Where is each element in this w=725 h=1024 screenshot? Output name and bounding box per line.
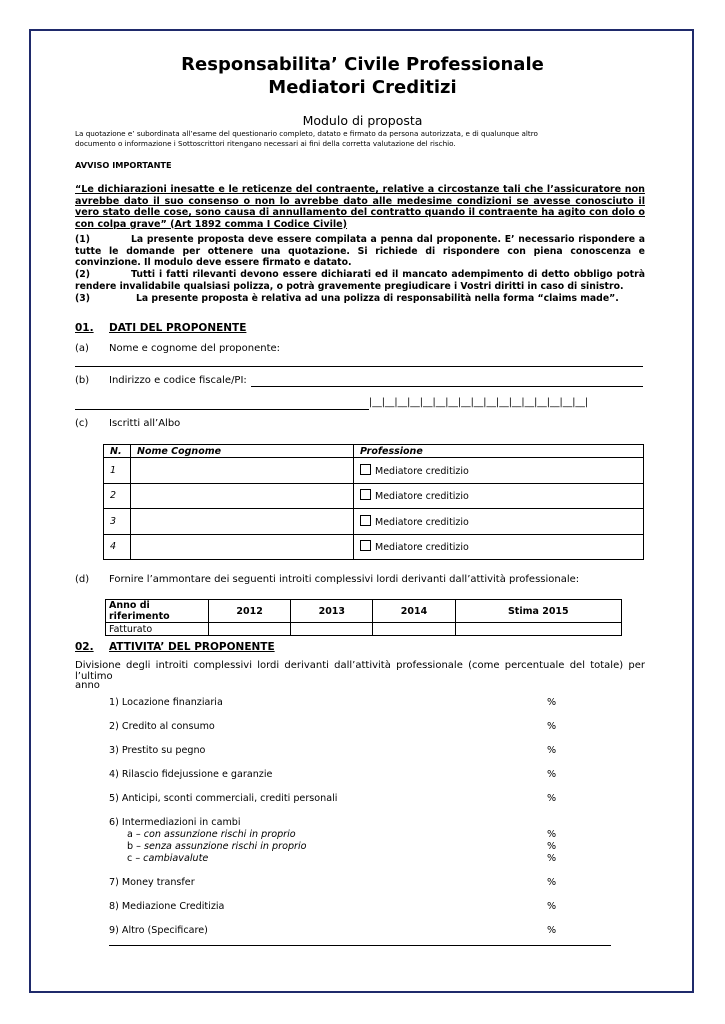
revenue-cell-2013[interactable] (291, 623, 373, 636)
revenue-header-2014: 2014 (373, 600, 455, 623)
revenue-row-label: Fatturato (106, 623, 209, 636)
activity-item-2: 2) Credito al consumo (109, 721, 215, 732)
point-number: (1) (75, 234, 90, 245)
profession-checkbox[interactable] (360, 489, 371, 500)
percent-field-4[interactable]: % (547, 769, 557, 780)
point-text: Tutti i fatti rilevanti devono essere dichiarati ed il mancato adempimento di detto obbligo potrà rendere invalidabile qualsiasi polizza, o potrà gravemente pregiudicare i Vostri diritti in caso di sinistro. (75, 269, 645, 292)
activity-item-6: 6) Intermediazioni in cambi (109, 817, 241, 828)
point-number: (3) (75, 293, 90, 304)
item-c-label: (c) (75, 418, 89, 429)
revenue-cell-2012[interactable] (209, 623, 291, 636)
percent-field-6b[interactable]: % (547, 841, 557, 852)
profession-label: Mediatore creditizio (375, 465, 469, 477)
item-a-label: (a) (75, 343, 89, 354)
albo-name-cell[interactable] (131, 458, 354, 484)
percent-field-8[interactable]: % (547, 901, 557, 912)
profession-checkbox[interactable] (360, 540, 371, 551)
activity-item-6a: a – con assunzione rischi in proprio (127, 829, 296, 840)
revenue-header-2012: 2012 (209, 600, 291, 623)
albo-header-n: N. (104, 445, 131, 458)
revenue-header-2013: 2013 (291, 600, 373, 623)
percent-field-2[interactable]: % (547, 721, 557, 732)
activity-item-7: 7) Money transfer (109, 877, 195, 888)
activity-item-6b: b – senza assunzione rischi in proprio (127, 841, 307, 852)
form-subtitle: Modulo di proposta (302, 113, 423, 128)
percent-field-7[interactable]: % (547, 877, 557, 888)
section2-number: 02. (75, 641, 94, 653)
revenue-row (106, 623, 622, 636)
activity-item-6c: c – cambiavalute (127, 853, 209, 864)
item-c-text: Iscritti all’Albo (109, 418, 181, 429)
albo-row (104, 458, 644, 484)
section1-number: 01. (75, 322, 94, 334)
revenue-header-year: Anno di riferimento (106, 600, 209, 623)
percent-field-5[interactable]: % (547, 793, 557, 804)
albo-profession-cell (354, 458, 644, 484)
albo-table (103, 444, 644, 560)
notice-point-1 (75, 234, 645, 269)
revenue-header-row (106, 600, 622, 623)
address-input-line[interactable] (251, 386, 643, 387)
item-b-text: Indirizzo e codice fiscale/PI: (109, 375, 247, 386)
item-b-label: (b) (75, 375, 90, 386)
profession-label: Mediatore creditizio (375, 542, 469, 554)
form-title-line2: Mediatori Creditizi (268, 77, 457, 98)
activity-item-1: 1) Locazione finanziaria (109, 697, 223, 708)
albo-header-row (104, 445, 644, 458)
other-specify-line[interactable] (109, 945, 611, 946)
activity-item-3: 3) Prestito su pegno (109, 745, 206, 756)
intro-line-1: La quotazione e’ subordinata all’esame del questionario completo, datato e firmato da persona autorizzata, e di qualunque altro (75, 129, 538, 138)
percent-field-1[interactable]: % (547, 697, 557, 708)
profession-checkbox[interactable] (360, 464, 371, 475)
albo-row (104, 509, 644, 535)
albo-profession-cell (354, 483, 644, 509)
section2-intro-line2: anno (75, 680, 100, 691)
percent-field-9[interactable]: % (547, 925, 557, 936)
percent-field-6c[interactable]: % (547, 853, 557, 864)
notice-heading: AVVISO IMPORTANTE (75, 160, 172, 170)
notice-point-3 (75, 293, 645, 305)
item-d-label: (d) (75, 574, 90, 585)
point-number: (2) (75, 269, 90, 280)
item-d-text: Fornire l’ammontare dei seguenti introiti complessivi lordi derivanti dall’attività professionale: (109, 574, 580, 585)
form-title-line1: Responsabilita’ Civile Professionale (181, 54, 544, 75)
point-text: La presente proposta deve essere compilata a penna dal proponente. E’ necessario rispondere a tutte le domande per ottenere una quotazione. Si richiede di rispondere con piena conoscenza e convinzione. Il modulo deve essere firmato e datato. (75, 234, 645, 268)
albo-name-cell[interactable] (131, 534, 354, 560)
albo-row (104, 483, 644, 509)
civil-code-declaration (75, 184, 645, 230)
revenue-table (105, 599, 622, 636)
albo-row-number: 1 (104, 458, 131, 484)
albo-name-cell[interactable] (131, 483, 354, 509)
activity-item-8: 8) Mediazione Creditizia (109, 901, 225, 912)
point-text: La presente proposta è relativa ad una polizza di responsabilità nella forma “claims made”. (136, 293, 619, 304)
albo-profession-cell (354, 534, 644, 560)
percent-field-3[interactable]: % (547, 745, 557, 756)
activity-item-4: 4) Rilascio fidejussione e garanzie (109, 769, 273, 780)
name-input-line[interactable] (75, 366, 643, 367)
intro-text (75, 129, 650, 149)
intro-line-2: documento o informazione i Sottoscrittori ritengano necessari ai fini della corretta valutazione del rischio. (75, 139, 456, 148)
albo-row (104, 534, 644, 560)
revenue-cell-2015[interactable] (455, 623, 621, 636)
declaration-text: “Le dichiarazioni inesatte e le reticenze del contraente, relative a circostanze tali che l’assicuratore non avrebbe dato il suo consenso o non lo avrebbe dato alle medesime condizioni se avesse conosciuto il vero stato delle cose, sono causa di annullamento del contratto quando il contraente ha agito con dolo o con colpa grave” (Art 1892 comma I Codice Civile) (75, 184, 645, 230)
item-a-text: Nome e cognome del proponente: (109, 343, 281, 354)
albo-row-number: 4 (104, 534, 131, 560)
profession-label: Mediatore creditizio (375, 516, 469, 528)
albo-header-name: Nome Cognome (131, 445, 354, 458)
albo-row-number: 3 (104, 509, 131, 535)
revenue-cell-2014[interactable] (373, 623, 455, 636)
albo-header-profession: Professione (354, 445, 644, 458)
section1-title: DATI DEL PROPONENTE (109, 322, 247, 334)
percent-field-6a[interactable]: % (547, 829, 557, 840)
profession-checkbox[interactable] (360, 515, 371, 526)
notice-point-2 (75, 269, 645, 292)
profession-label: Mediatore creditizio (375, 491, 469, 503)
activity-item-9: 9) Altro (Specificare) (109, 925, 208, 936)
albo-name-cell[interactable] (131, 509, 354, 535)
fiscal-code-boxes[interactable]: |__|__|__|__|__|__|__|__|__|__|__|__|__|__|__|__|__| (369, 397, 589, 408)
address-input-line-2[interactable] (75, 409, 369, 410)
albo-row-number: 2 (104, 483, 131, 509)
section2-intro-line1: Divisione degli introiti complessivi lordi derivanti dall’attività professionale (come percentuale del totale) per l’ultimo (75, 660, 645, 682)
section2-title: ATTIVITA’ DEL PROPONENTE (109, 641, 275, 653)
albo-profession-cell (354, 509, 644, 535)
revenue-header-2015: Stima 2015 (455, 600, 621, 623)
activity-item-5: 5) Anticipi, sconti commerciali, crediti personali (109, 793, 338, 804)
